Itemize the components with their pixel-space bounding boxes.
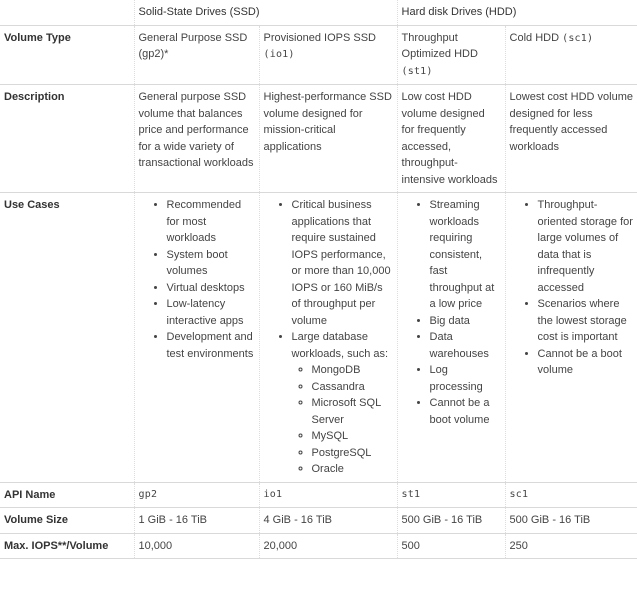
list-item: • Virtual desktops bbox=[167, 280, 255, 297]
list-item: • Data warehouses bbox=[430, 329, 501, 362]
list-item: • System boot volumes bbox=[167, 247, 255, 280]
sc1-code: (sc1) bbox=[562, 32, 594, 44]
sub-list-item: ◦ Oracle bbox=[312, 461, 393, 478]
description-row bbox=[0, 85, 637, 193]
volume-size-row bbox=[0, 508, 637, 534]
description-st1: Low cost HDD volume designed for frequently accessed, throughput-intensive workloads bbox=[397, 85, 505, 193]
use-cases-st1 bbox=[397, 193, 505, 483]
max-iops-io1: 20,000 bbox=[259, 533, 397, 559]
max-iops-row bbox=[0, 533, 637, 559]
api-name-row bbox=[0, 482, 637, 508]
volume-size-io1: 4 GiB - 16 TiB bbox=[259, 508, 397, 534]
use-cases-gp2 bbox=[134, 193, 259, 483]
st1-code: (st1) bbox=[401, 65, 433, 77]
st1-name-line1: Throughput bbox=[401, 31, 458, 44]
api-name-gp2: gp2 bbox=[134, 482, 259, 508]
volume-type-sc1 bbox=[505, 25, 637, 85]
max-iops-sc1: 250 bbox=[505, 533, 637, 559]
api-name-st1: st1 bbox=[397, 482, 505, 508]
row-label-description: Description bbox=[0, 85, 134, 193]
sc1-name: Cold HDD bbox=[509, 31, 560, 44]
list-item: • Throughput-oriented storage for large volumes of data that is infrequently accessed bbox=[538, 197, 634, 296]
list-item: • Log processing bbox=[430, 362, 501, 395]
gp2-code: (gp2)* bbox=[138, 48, 169, 60]
row-label-use-cases: Use Cases bbox=[0, 193, 134, 483]
description-sc1: Lowest cost HDD volume designed for less frequently accessed workloads bbox=[505, 85, 637, 193]
use-cases-io1 bbox=[259, 193, 397, 483]
list-item: • Development and test environments bbox=[167, 329, 255, 362]
sub-list-item: ◦ PostgreSQL bbox=[312, 445, 393, 462]
list-item: • Cannot be a boot volume bbox=[430, 395, 501, 428]
list-item-text: Large database workloads, such as: bbox=[291, 331, 389, 360]
list-item: • Recommended for most workloads bbox=[167, 197, 255, 247]
sub-list-item: ◦ Microsoft SQL Server bbox=[312, 395, 393, 428]
io1-name: Provisioned IOPS SSD bbox=[263, 31, 376, 44]
volume-type-st1 bbox=[397, 25, 505, 85]
database-sub-list bbox=[292, 362, 393, 478]
list-item: • Streaming workloads requiring consistent, fast throughput at a low price bbox=[430, 197, 501, 313]
volume-type-io1 bbox=[259, 25, 397, 85]
volume-size-gp2: 1 GiB - 16 TiB bbox=[134, 508, 259, 534]
list-item: • Cannot be a boot volume bbox=[538, 346, 634, 379]
group-header-row bbox=[0, 0, 637, 25]
volume-type-gp2 bbox=[134, 25, 259, 85]
group-header-hdd: Hard disk Drives (HDD) bbox=[397, 0, 637, 25]
sub-list-item: ◦ Cassandra bbox=[312, 379, 393, 396]
volume-type-row bbox=[0, 25, 637, 85]
row-label-volume-type: Volume Type bbox=[0, 25, 134, 85]
list-item: • Big data bbox=[430, 313, 501, 330]
max-iops-st1: 500 bbox=[397, 533, 505, 559]
sub-list-item: ◦ MySQL bbox=[312, 428, 393, 445]
description-gp2: General purpose SSD volume that balances price and performance for a wide variety of transactional workloads bbox=[134, 85, 259, 193]
list-item bbox=[292, 329, 393, 478]
use-cases-sc1 bbox=[505, 193, 637, 483]
max-iops-gp2: 10,000 bbox=[134, 533, 259, 559]
row-label-api-name: API Name bbox=[0, 482, 134, 508]
description-io1: Highest-performance SSD volume designed for mission-critical applications bbox=[259, 85, 397, 193]
row-label-max-iops: Max. IOPS**/Volume bbox=[0, 533, 134, 559]
use-case-list-gp2 bbox=[139, 197, 255, 362]
list-item: • Scenarios where the lowest storage cost is important bbox=[538, 296, 634, 346]
use-cases-row bbox=[0, 193, 637, 483]
io1-code: (io1) bbox=[263, 49, 295, 60]
api-name-io1: io1 bbox=[259, 482, 397, 508]
api-name-sc1: sc1 bbox=[505, 482, 637, 508]
volume-size-sc1: 500 GiB - 16 TiB bbox=[505, 508, 637, 534]
use-case-list-io1 bbox=[264, 197, 393, 478]
row-label-volume-size: Volume Size bbox=[0, 508, 134, 534]
use-case-list-sc1 bbox=[510, 197, 634, 379]
volume-size-st1: 500 GiB - 16 TiB bbox=[397, 508, 505, 534]
list-item: • Low-latency interactive apps bbox=[167, 296, 255, 329]
gp2-name: General Purpose SSD bbox=[138, 31, 248, 44]
use-case-list-st1 bbox=[402, 197, 501, 428]
empty-corner-cell bbox=[0, 0, 134, 25]
list-item: • Critical business applications that require sustained IOPS performance, or more than 10,000 IOPS or 160 MiB/s of throughput per volume bbox=[292, 197, 393, 329]
sub-list-item: ◦ MongoDB bbox=[312, 362, 393, 379]
st1-name-line2: Optimized HDD bbox=[401, 48, 478, 60]
group-header-ssd: Solid-State Drives (SSD) bbox=[134, 0, 397, 25]
